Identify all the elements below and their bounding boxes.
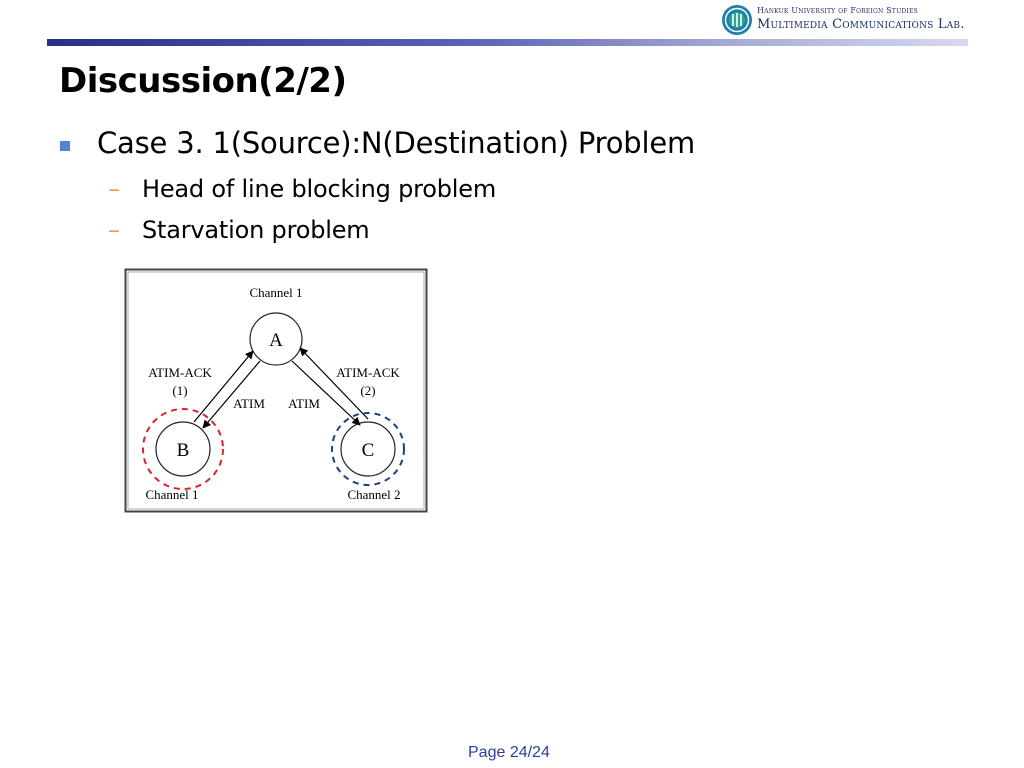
lab-logo xyxy=(717,2,987,38)
label-atim-right: ATIM xyxy=(288,396,320,411)
bullet-square-icon xyxy=(60,141,70,151)
channel-c-label: Channel 2 xyxy=(347,487,401,502)
label-right-ack: ATIM-ACK xyxy=(336,365,400,380)
label-left-num: (1) xyxy=(172,383,188,398)
logo-university-name: Hankuk University of Foreign Studies xyxy=(757,6,918,15)
diagram-frame xyxy=(126,270,427,512)
page-number xyxy=(468,744,550,762)
channel-a-label: Channel 1 xyxy=(249,285,303,300)
university-emblem-icon xyxy=(721,4,753,36)
channel-diagram xyxy=(124,268,428,513)
bullet-text: Case 3. 1(Source):N(Destination) Problem xyxy=(97,126,696,160)
node-c-label: C xyxy=(361,440,375,461)
page-total: /24 xyxy=(527,744,550,761)
page-current: Page 24 xyxy=(468,744,528,761)
sub-bullet-text: Starvation problem xyxy=(142,216,370,244)
label-atim-left: ATIM xyxy=(233,396,265,411)
channel-b-label: Channel 1 xyxy=(145,487,199,502)
label-left-ack: ATIM-ACK xyxy=(148,365,212,380)
sub-bullet-text: Head of line blocking problem xyxy=(142,175,497,203)
dash-bullet-icon: – xyxy=(108,216,120,244)
label-right-num: (2) xyxy=(360,383,376,398)
header-divider-bar xyxy=(47,39,968,46)
node-b-label: B xyxy=(176,440,190,461)
logo-lab-name: Multimedia Communications Lab. xyxy=(757,17,965,32)
dash-bullet-icon: – xyxy=(108,175,120,203)
node-a-label: A xyxy=(269,330,283,351)
slide-title: Discussion(2/2) xyxy=(59,61,347,101)
